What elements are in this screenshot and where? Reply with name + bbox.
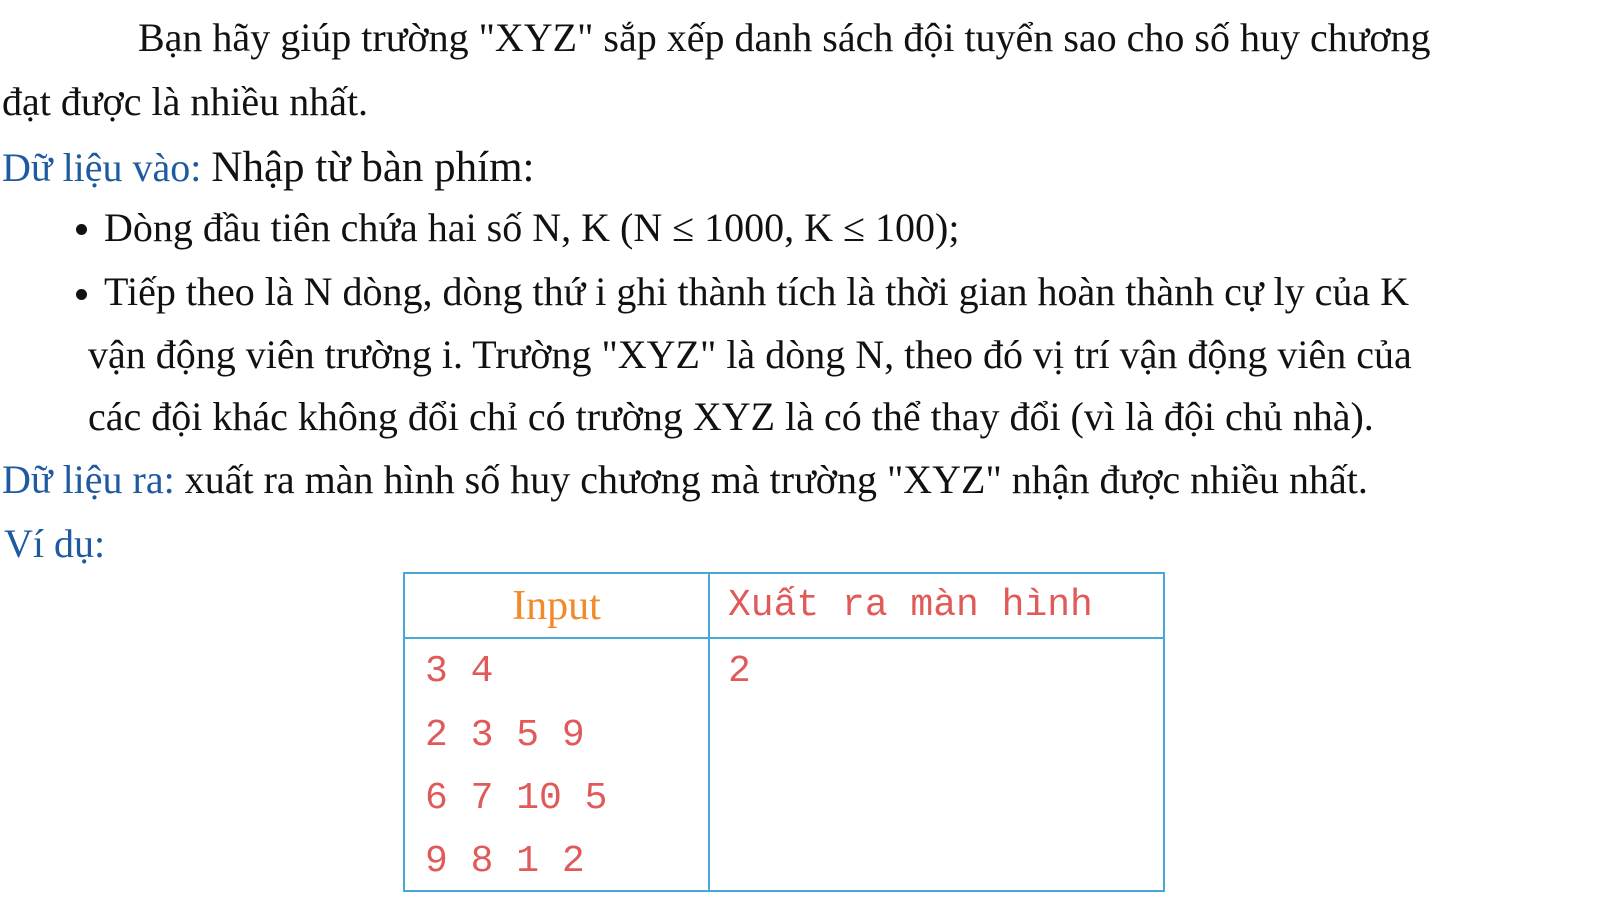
input-line: 3 4 [425, 650, 494, 693]
output-section-label: Dữ liệu ra: [2, 457, 175, 502]
table-column-divider [708, 574, 710, 890]
paragraph-line-1: Bạn hãy giúp trường "XYZ" sắp xếp danh sách đội tuyển sao cho số huy chương [138, 15, 1431, 60]
input-line: 9 8 1 2 [425, 840, 585, 883]
input-section-label: Dữ liệu vào: [2, 145, 202, 190]
input-section-text: Nhập từ bàn phím: [211, 144, 535, 191]
bullet-icon [76, 289, 87, 300]
bullet-2-line-3: các đội khác không đổi chỉ có trường XYZ là có thể thay đổi (vì là đội chủ nhà). [88, 394, 1374, 439]
paragraph-line-2: đạt được là nhiều nhất. [2, 79, 369, 124]
example-label: Ví dụ: [4, 521, 106, 566]
input-line: 6 7 10 5 [425, 777, 608, 820]
bullet-2-line-1: Tiếp theo là N dòng, dòng thứ i ghi thành tích là thời gian hoàn thành cự ly của K [104, 269, 1410, 314]
bullet-2-line-2: vận động viên trường i. Trường "XYZ" là dòng N, theo đó vị trí vận động viên của [88, 332, 1412, 377]
output-line: 2 [728, 650, 751, 693]
bullet-1-line-1: Dòng đầu tiên chứa hai số N, K (N ≤ 1000, K ≤ 100); [104, 205, 960, 250]
table-header-input: Input [512, 583, 601, 629]
bullet-icon [76, 224, 87, 235]
table-header-output: Xuất ra màn hình [728, 584, 1093, 627]
input-line: 2 3 5 9 [425, 714, 585, 757]
example-io-table [403, 572, 1165, 892]
table-header-divider [405, 637, 1163, 639]
output-section-text: xuất ra màn hình số huy chương mà trường "XYZ" nhận được nhiều nhất. [184, 457, 1368, 502]
